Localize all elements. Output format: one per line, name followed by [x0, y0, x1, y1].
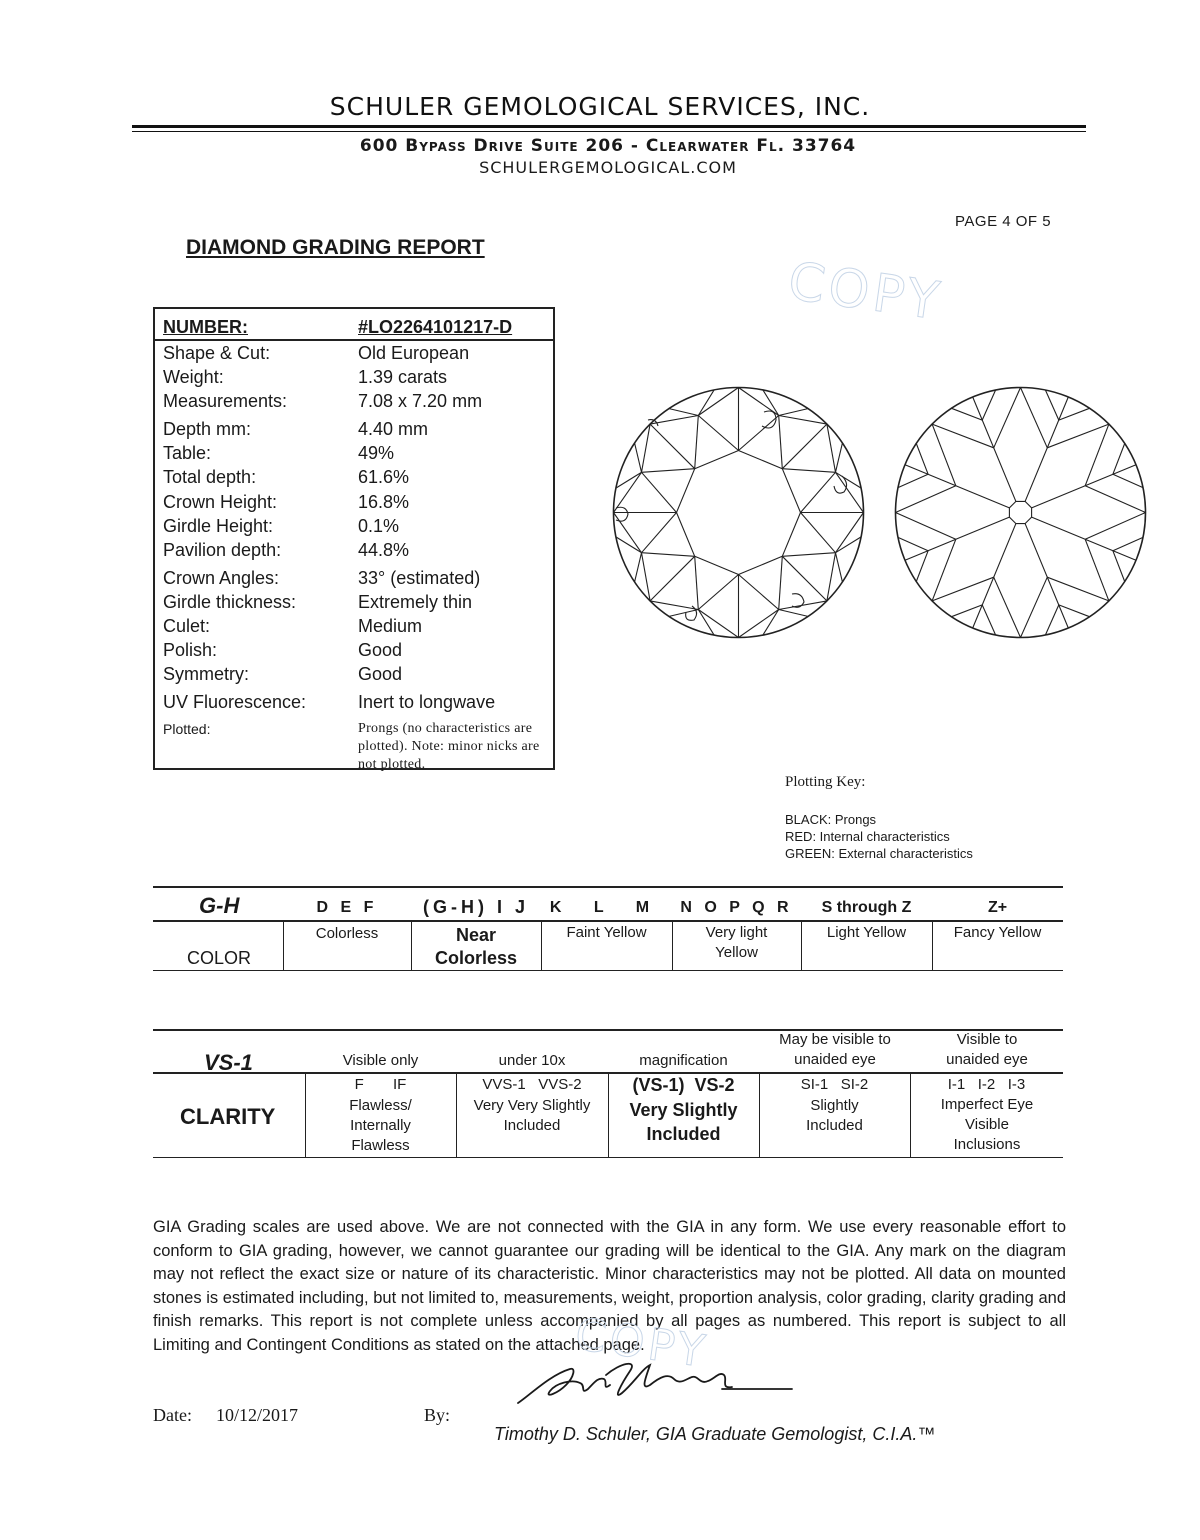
- report-title: DIAMOND GRADING REPORT: [186, 236, 485, 259]
- clarity-desc-vvs: Very Very Slightly Included: [473, 1097, 591, 1134]
- color-letters-s-z: S through Z: [821, 899, 912, 916]
- spec-value: 49%: [358, 443, 395, 463]
- copy-stamp: COPY: [784, 251, 947, 333]
- clarity-desc-si: Slightly Included: [806, 1097, 863, 1134]
- spec-value: 61.6%: [358, 467, 410, 487]
- color-label: COLOR: [187, 948, 252, 968]
- color-grade: G-H: [199, 893, 240, 918]
- spec-label: Measurements:: [163, 391, 288, 411]
- key-green: GREEN: External characteristics: [785, 846, 973, 861]
- spec-label: Pavilion depth:: [163, 540, 282, 560]
- date-label: Date:: [153, 1405, 192, 1425]
- clarity-header-magnification: magnification: [639, 1052, 728, 1069]
- clarity-grade: VS-1: [204, 1050, 253, 1075]
- plotted-value: Prongs (no characteristics are plotted). Note: minor nicks are not plotted.: [358, 721, 540, 772]
- color-scale-bottom-rule: [153, 970, 1063, 971]
- clarity-grades-vs: (VS-1) VS-2: [632, 1075, 735, 1095]
- number-label: NUMBER:: [163, 317, 248, 337]
- copy-stamp-lower: COPY: [572, 1308, 712, 1379]
- header-rule-thin: [132, 131, 1086, 132]
- spec-label: Crown Angles:: [163, 568, 280, 588]
- spec-value: 7.08 x 7.20 mm: [358, 391, 483, 411]
- company-address: 600 Bypass Drive Suite 206 - Clearwater Fl. 33764: [359, 136, 857, 156]
- spec-label: Depth mm:: [163, 419, 252, 439]
- clarity-scale-top-rule: [153, 1029, 1063, 1031]
- color-letters-zplus: Z+: [987, 899, 1008, 916]
- clarity-header-under-10x: under 10x: [498, 1052, 566, 1069]
- pavilion-view-diagram: [888, 380, 1153, 645]
- color-divider: [672, 921, 673, 971]
- color-desc-colorless: Colorless: [315, 925, 379, 942]
- plotting-key-title: Plotting Key:: [785, 774, 866, 790]
- color-desc-faint-yellow: Faint Yellow: [566, 924, 647, 941]
- key-black: BLACK: Prongs: [785, 812, 877, 827]
- color-desc-very-light-yellow: Very light Yellow: [705, 924, 768, 961]
- color-desc-near-colorless: Near Colorless: [434, 925, 518, 968]
- spec-value: Extremely thin: [358, 592, 473, 612]
- spec-label: Symmetry:: [163, 664, 250, 684]
- spec-value: Good: [358, 664, 403, 684]
- spec-value: 16.8%: [358, 492, 410, 512]
- clarity-desc-vs: Very Slightly Included: [629, 1100, 738, 1144]
- spec-label: Shape & Cut:: [163, 343, 271, 363]
- spec-value: Medium: [358, 616, 423, 636]
- color-letters-ghij: (G-H) I J: [423, 897, 529, 917]
- plotted-label: Plotted:: [163, 721, 211, 737]
- clarity-grades-f-if: F IF: [354, 1076, 407, 1093]
- spec-label: Crown Height:: [163, 492, 278, 512]
- header-rule-thick: [132, 125, 1086, 128]
- spec-label: Weight:: [163, 367, 224, 387]
- clarity-label: CLARITY: [180, 1104, 276, 1129]
- color-divider: [411, 921, 412, 971]
- spec-label: Girdle thickness:: [163, 592, 297, 612]
- key-red: RED: Internal characteristics: [785, 829, 950, 844]
- spec-value: Old European: [358, 343, 470, 363]
- color-desc-fancy-yellow: Fancy Yellow: [953, 924, 1042, 941]
- clarity-header-visible-only: Visible only: [342, 1052, 419, 1069]
- spec-label: Table:: [163, 443, 212, 463]
- color-scale-mid-rule: [153, 920, 1063, 922]
- spec-label: Girdle Height:: [163, 516, 274, 536]
- spec-value: Inert to longwave: [358, 692, 496, 712]
- clarity-grades-si: SI-1 SI-2: [800, 1076, 869, 1093]
- report-date: 10/12/2017: [216, 1405, 299, 1425]
- spec-label: UV Fluorescence:: [163, 692, 307, 712]
- clarity-grades-i: I-1 I-2 I-3: [947, 1076, 1026, 1093]
- spec-label: Total depth:: [163, 467, 257, 487]
- clarity-desc-i: Imperfect Eye Visible Inclusions: [940, 1096, 1034, 1153]
- spec-value: 33° (estimated): [358, 568, 481, 588]
- spec-value: 0.1%: [358, 516, 400, 536]
- company-name: SCHULER GEMOLOGICAL SERVICES, INC.: [329, 92, 871, 121]
- signature-image: [510, 1355, 800, 1415]
- color-scale-top-rule: [153, 886, 1063, 888]
- spec-label: Polish:: [163, 640, 218, 660]
- clarity-grades-vvs: VVS-1 VVS-2: [482, 1076, 582, 1093]
- report-number-row: [155, 309, 553, 341]
- spec-value: 44.8%: [358, 540, 410, 560]
- clarity-header-visible: Visible to unaided eye: [946, 1031, 1028, 1068]
- signer-name: Timothy D. Schuler, GIA Graduate Gemologist, C.I.A.™: [494, 1424, 936, 1444]
- disclaimer-text: GIA Grading scales are used above. We are not connected with the GIA in any form. We use every reasonable effort to conform to GIA grading, however, we cannot guarantee our grading will be identical to the GIA. Any mark on the diagram may not reflect the exact size or nature of its characteristic. Minor characteristics may not be plotted. All data on mounted stones is estimated including, but not limited to, measurements, weight, proportion analysis, color grading, clarity grading and finish remarks. This report is not complete unless accompanied by all pages as numbered. This report is subject to all Limiting and Contingent Conditions as stated on the attached page.: [153, 1218, 1066, 1354]
- spec-label: Culet:: [163, 616, 211, 636]
- spec-value: 4.40 mm: [358, 419, 429, 439]
- color-letters-klm: K L M: [549, 899, 664, 916]
- spec-value: 1.39 carats: [358, 367, 448, 387]
- prong-marks: [616, 411, 847, 620]
- report-number: #LO2264101217-D: [358, 317, 513, 337]
- spec-value: Good: [358, 640, 403, 660]
- crown-view-diagram: [606, 380, 871, 645]
- clarity-desc-flawless: Flawless/ Internally Flawless: [349, 1097, 412, 1154]
- company-website: SCHULERGEMOLOGICAL.COM: [479, 158, 737, 177]
- color-letters-def: D E F: [316, 899, 378, 916]
- color-desc-light-yellow: Light Yellow: [826, 924, 907, 941]
- by-label: By:: [424, 1405, 451, 1425]
- spec-table: [153, 307, 555, 770]
- page-number: PAGE 4 OF 5: [955, 213, 1052, 230]
- color-letters-nopqr: N O P Q R: [680, 899, 793, 916]
- clarity-header-may-be-visible: May be visible to unaided eye: [779, 1031, 891, 1068]
